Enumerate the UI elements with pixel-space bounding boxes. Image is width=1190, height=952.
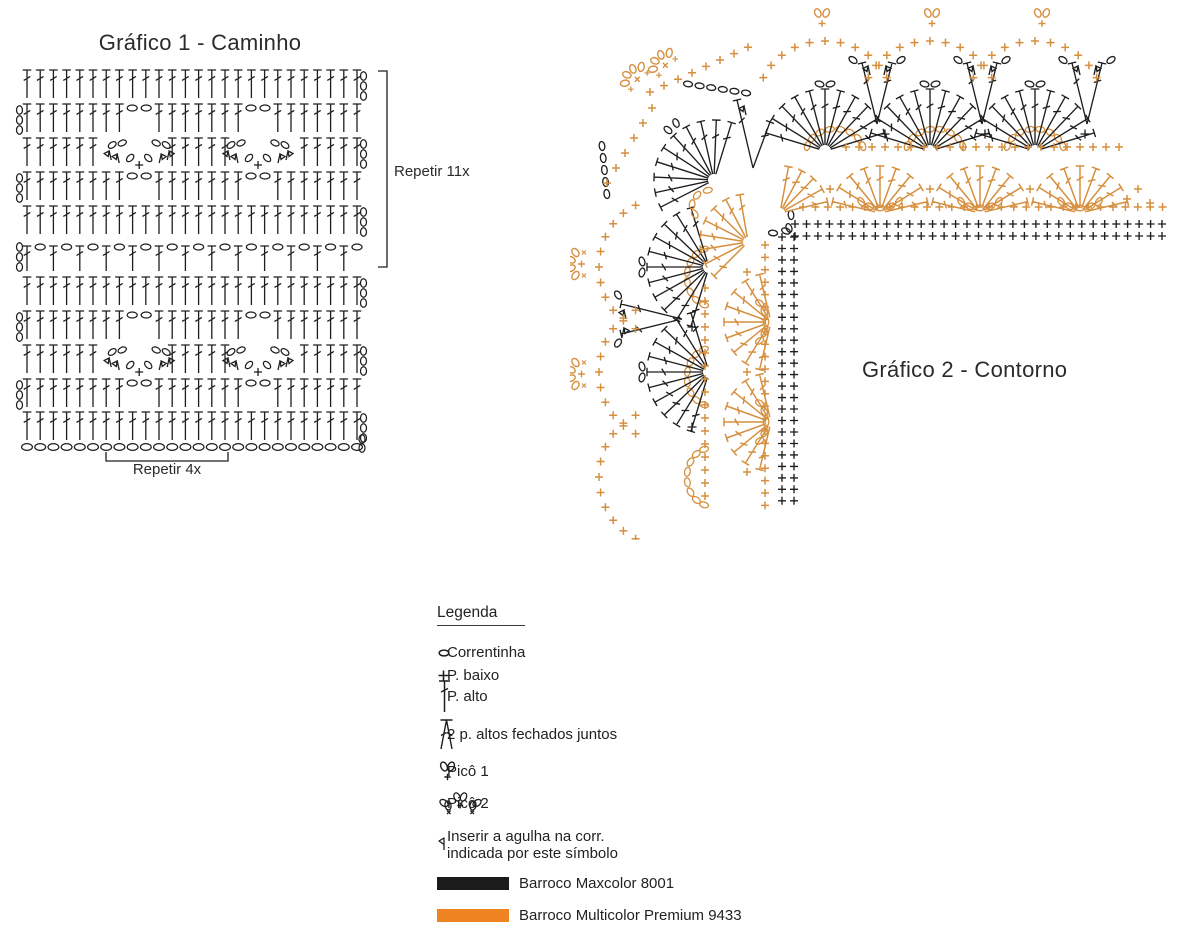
legend-item-label: Barroco Multicolor Premium 9433 bbox=[519, 907, 742, 924]
grafico1-repeat-bottom-label: Repetir 4x bbox=[132, 461, 202, 478]
legend-item-label: Correntinha bbox=[447, 644, 526, 661]
grafico1-diagram bbox=[0, 0, 490, 500]
legend-item-label: Picô 2 bbox=[447, 795, 489, 812]
legend-item-swatch-orange bbox=[437, 907, 742, 924]
legend-item-double-crochet bbox=[437, 688, 488, 705]
swatch-orange bbox=[437, 909, 509, 922]
legend-item-label: P. baixo bbox=[447, 667, 500, 684]
grafico1-repeat-side-label: Repetir 11x bbox=[394, 163, 470, 180]
legend-item-label: 2 p. altos fechados juntos bbox=[447, 726, 618, 743]
grafico2-diagram bbox=[570, 0, 1190, 540]
legend-item-insert-needle bbox=[437, 828, 618, 862]
grafico2-title: Gráfico 2 - Contorno bbox=[862, 357, 1068, 382]
grafico1-title: Gráfico 1 - Caminho bbox=[98, 30, 302, 55]
legend-item-label: Barroco Maxcolor 8001 bbox=[519, 875, 675, 892]
legend-item-2dc-cluster bbox=[437, 726, 617, 743]
legend-item-label: Picô 1 bbox=[447, 763, 489, 780]
legend-item-picot1 bbox=[437, 763, 489, 780]
legend-item-swatch-black bbox=[437, 875, 674, 892]
legend-item-label: P. alto bbox=[447, 688, 488, 705]
legend-title: Legenda bbox=[437, 604, 525, 626]
legend-item-picot2 bbox=[437, 795, 489, 812]
swatch-black bbox=[437, 877, 509, 890]
legend bbox=[437, 604, 877, 944]
legend-item-chain bbox=[437, 644, 525, 661]
legend-item-label: Inserir a agulha na corr. indicada por este símbolo bbox=[447, 828, 618, 862]
